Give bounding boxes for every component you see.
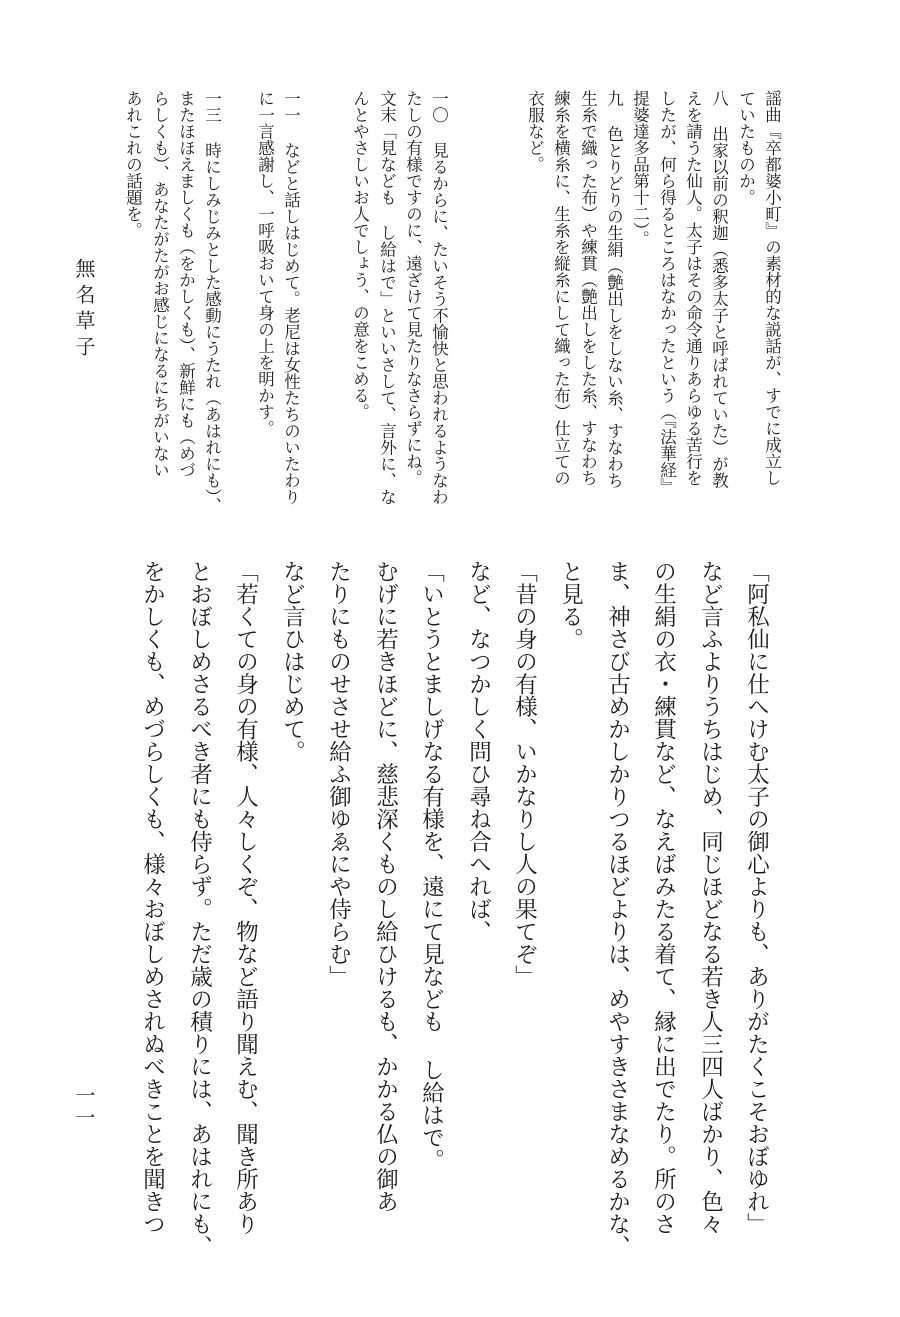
note-line: 一〇 見るからに、たいそう不愉快と思われるようなわ <box>429 90 449 505</box>
note-line: したが、何ら得るところはなかったという（『法華経』 <box>657 90 677 495</box>
text-line: 「いとうとましげなる有様を、遠にて見なども し給はで。 <box>418 560 445 1171</box>
text-line: の生絹の衣・練貫など、なえばみたる着て、縁に出でたり。所のさ <box>650 560 677 1235</box>
text-line: など言ふよりうちはじめ、同じほどなる若き人三四人ばかり、色々 <box>697 560 724 1235</box>
text-line: むげに若きほどに、慈悲深くものし給ひけるも、かかる仏の御あ <box>372 560 399 1213</box>
note-line: 一三 時にしみじみとした感動にうたれ（あはれにも）、 <box>202 90 222 514</box>
text-line: をかしくも、めづらしくも、様々おぼしめされぬべきことを聞きつ <box>139 560 166 1235</box>
note-line: えを請うた仙人。太子はその命令通りあらゆる苦行を <box>683 90 703 486</box>
note-line: に一言感謝し、一呼吸おいて身の上を明かす。 <box>255 90 275 437</box>
text-line: など言ひはじめて。 <box>279 560 306 763</box>
text-line: 「昔の身の有様、いかなりし人の果てぞ」 <box>511 560 538 988</box>
note-line: 衣服など。 <box>525 90 545 173</box>
text-line: とおぼしめさるべき者にも侍らず。ただ歳の積りには、あはれにも、 <box>186 560 213 1258</box>
text-line: ま、神さび古めかしかりつるほどよりは、めやすきさまなめるかな、 <box>604 560 631 1258</box>
note-line: 一一 などと話しはじめて。老尼は女性たちのいたわり <box>281 90 301 505</box>
note-line: らしくも）、あなたがたがお感じになるにちがいない <box>150 90 170 478</box>
text-line: など、なつかしく問ひ尋ね合へれば、 <box>465 560 492 943</box>
note-line: んとやさしいお人でしょう、の意をこめる。 <box>350 90 370 420</box>
running-title: 無名草子 <box>72 258 96 362</box>
note-line: 練糸を横糸に、生糸を縦糸にして織った布）仕立ての <box>551 90 571 486</box>
note-line: 提婆達多品第十二）。 <box>630 90 650 247</box>
note-line: あれこれの話題を。 <box>123 90 143 239</box>
note-line: ていたものか。 <box>736 90 756 206</box>
note-line: 謡曲『卒都婆小町』の素材的な説話が、すでに成立し <box>762 90 782 486</box>
text-line: 「阿私仙に仕へけむ太子の御心よりも、ありがたくこそおぼゆれ」 <box>743 560 770 1235</box>
note-line: 文末「見なども し給はで」といいさして、言外に、な <box>377 90 397 505</box>
note-line: たしの有様ですのに、遠ざけて見たりなさらずにね。 <box>403 90 423 486</box>
text-line: たりにものせさせ給ふ御ゆゑにや侍らむ」 <box>325 560 352 988</box>
note-line: 九 色とりどりの生絹（艶出しをしない糸、すなわち <box>604 90 624 489</box>
note-line: 八 出家以前の釈迦（悉多太子と呼ばれていた）が教 <box>709 90 729 489</box>
page-number: 一一 <box>72 1085 96 1129</box>
text-line: と見る。 <box>557 560 584 650</box>
text-line: 「若くての身の有様、人々しくぞ、物など語り聞えむ、聞き所あり <box>232 560 259 1235</box>
note-line: またほほえましくも（をかしくも）、新鮮にも（めづ <box>176 90 196 478</box>
note-line: 生糸で織った布）や練貫（艶出しをした糸、すなわち <box>578 90 598 486</box>
